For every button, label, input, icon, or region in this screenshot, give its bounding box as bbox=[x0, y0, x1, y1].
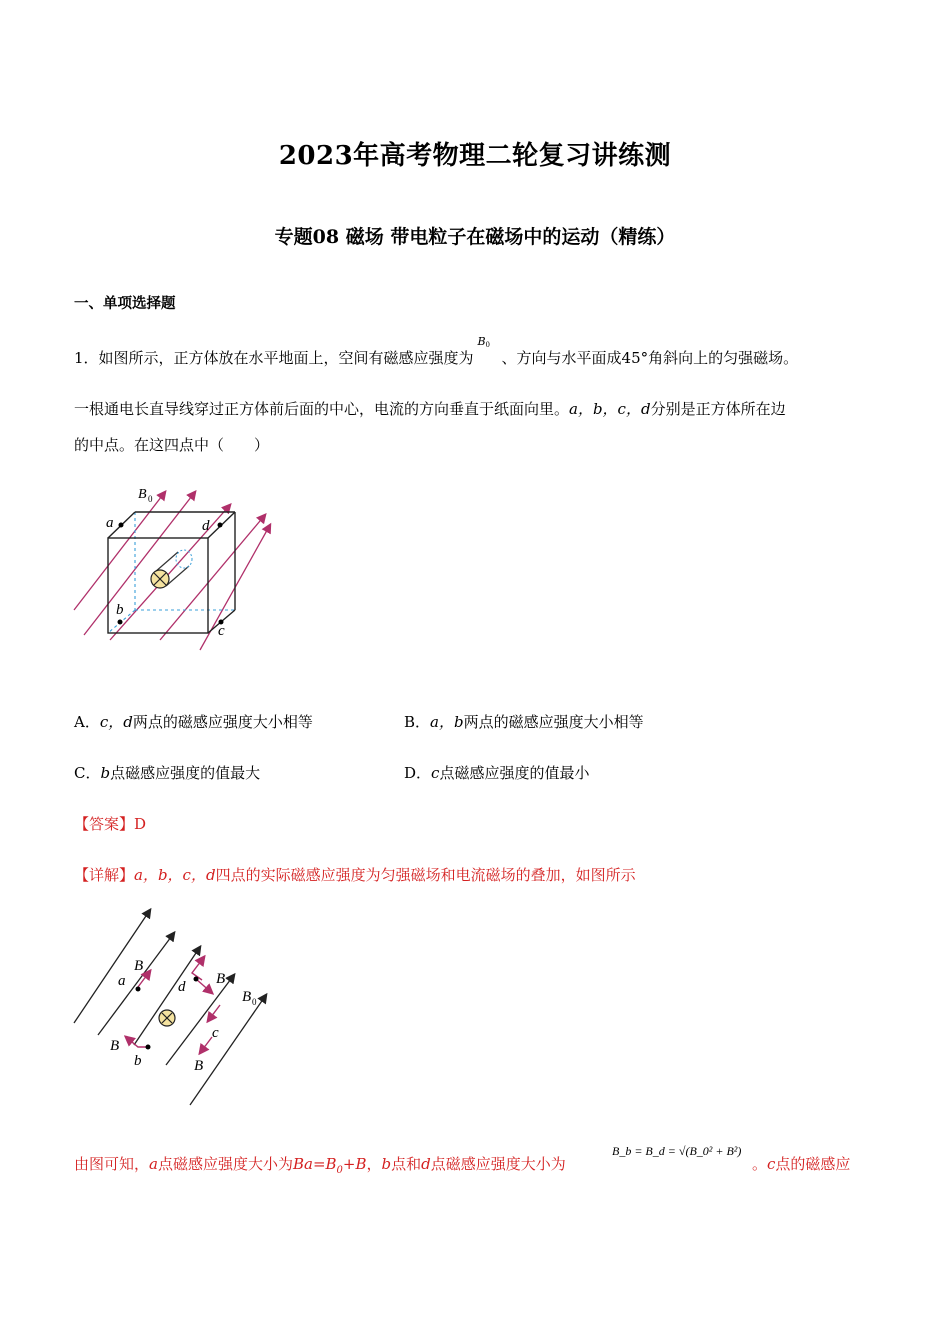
question-text: 1．如图所示，正方体放在水平地面上，空间有磁感应强度为 bbox=[74, 349, 474, 367]
conclusion-line-end: 。c点的磁感应 bbox=[752, 1155, 851, 1173]
field-lines bbox=[74, 492, 270, 650]
option-a[interactable]: A．c，d两点的磁感应强度大小相等 bbox=[74, 713, 313, 731]
answer-line: 【答案】D bbox=[74, 815, 147, 833]
point-b bbox=[146, 1045, 151, 1050]
option-d[interactable]: D．c点磁感应强度的值最小 bbox=[404, 764, 590, 782]
label-B0-sub: 0 bbox=[252, 997, 257, 1007]
b0-field-lines bbox=[74, 910, 266, 1105]
label-B0: B bbox=[242, 989, 252, 1005]
label-a: a bbox=[106, 515, 114, 531]
answer-value: D bbox=[134, 815, 147, 833]
conclusion-line: 由图可知，a点磁感应强度大小为$Ba=B_0+B$，b点和d点磁感应强度大小为 bbox=[74, 1155, 566, 1176]
label-B-a: B bbox=[134, 958, 144, 974]
question-line-2: 一根通电长直导线穿过正方体前后面的中心，电流的方向垂直于纸面向里。a，b，c，d分别是正方体所在边 bbox=[74, 400, 786, 418]
point-d bbox=[194, 977, 199, 982]
label-d: d bbox=[202, 518, 210, 534]
option-c[interactable]: C．b点磁感应强度的值最大 bbox=[74, 764, 261, 782]
option-b[interactable]: B．a，b两点的磁感应强度大小相等 bbox=[404, 713, 644, 731]
label-d: d bbox=[178, 979, 186, 995]
label-B-b: B bbox=[110, 1038, 120, 1054]
point-d bbox=[218, 523, 223, 528]
label-b0-sub: 0 bbox=[148, 494, 153, 504]
point-a bbox=[136, 987, 141, 992]
point-b bbox=[118, 620, 123, 625]
page-subtitle: 专题08 磁场 带电粒子在磁场中的运动（精练） bbox=[274, 226, 676, 248]
label-b: b bbox=[116, 602, 124, 618]
point-a bbox=[119, 523, 124, 528]
label-c: c bbox=[212, 1025, 219, 1041]
wire bbox=[151, 550, 192, 588]
question-line-1 bbox=[74, 335, 799, 368]
question-text: 、方向与水平面成45°角斜向上的匀强磁场。 bbox=[501, 349, 799, 367]
formula-image: B_b = B_d = √(B_0² + B²) bbox=[612, 1144, 742, 1158]
label-b0: B bbox=[138, 487, 147, 502]
label-a: a bbox=[118, 973, 126, 989]
label-b: b bbox=[134, 1053, 142, 1069]
explanation-line: 【详解】a，b，c，d四点的实际磁感应强度为匀强磁场和电流磁场的叠加，如图所示 bbox=[74, 866, 636, 884]
label-c: c bbox=[218, 623, 225, 639]
field-superposition-figure bbox=[70, 905, 280, 1110]
question-line-3: 的中点。在这四点中（ ） bbox=[74, 436, 270, 454]
page-title: 2023年高考物理二轮复习讲练测 bbox=[278, 141, 672, 171]
section-heading: 一、单项选择题 bbox=[74, 295, 176, 312]
cube-figure bbox=[70, 480, 280, 670]
label-B-d: B bbox=[216, 971, 226, 987]
b0-symbol: B 0 bbox=[477, 335, 491, 349]
label-B-c: B bbox=[194, 1058, 204, 1074]
